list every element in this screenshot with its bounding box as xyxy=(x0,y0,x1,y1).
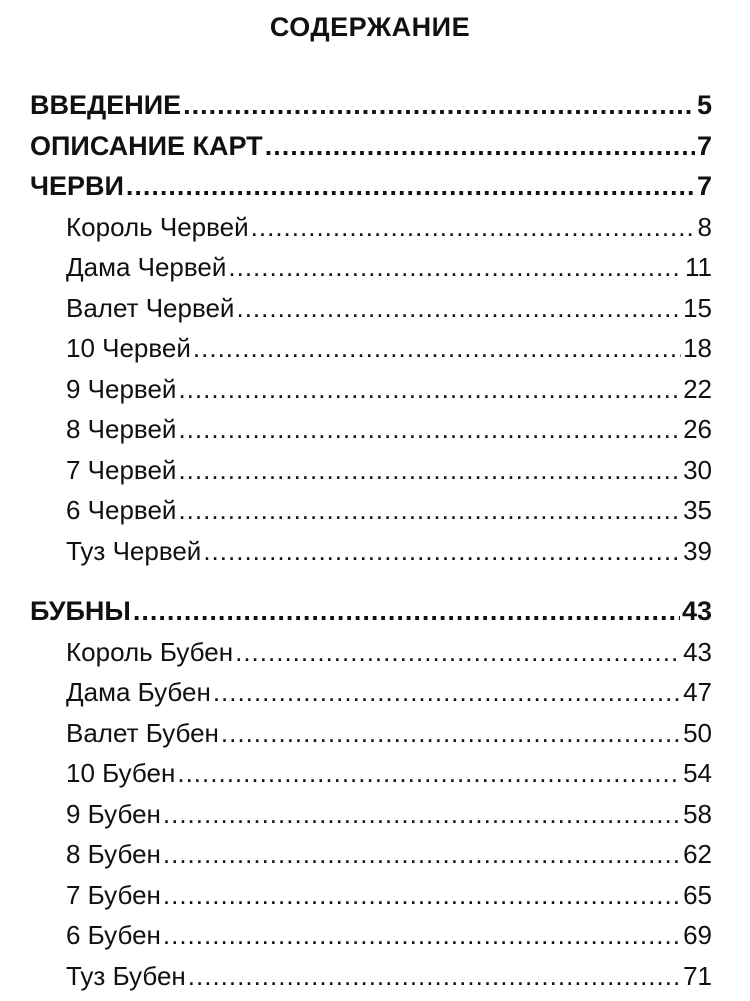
dot-leader xyxy=(203,536,681,567)
toc-subsection-entry[interactable] xyxy=(0,637,750,678)
entry-page-number: 8 xyxy=(698,212,712,243)
toc-subsection-entry[interactable] xyxy=(0,880,750,921)
toc-subsection-entry[interactable] xyxy=(0,212,750,253)
toc-section-entry[interactable] xyxy=(0,90,750,131)
entry-label: 8 Червей xyxy=(66,414,176,445)
entry-label: Король Бубен xyxy=(66,637,233,668)
entry-label: Король Червей xyxy=(66,212,249,243)
toc-subsection-entry[interactable] xyxy=(0,718,750,759)
toc-section-entry[interactable] xyxy=(0,596,750,637)
dot-leader xyxy=(178,495,681,526)
entry-page-number: 26 xyxy=(683,414,712,445)
toc-subsection-entry[interactable] xyxy=(0,799,750,840)
toc-subsection-entry[interactable] xyxy=(0,414,750,455)
entry-page-number: 50 xyxy=(683,718,712,749)
toc-subsection-entry[interactable] xyxy=(0,758,750,799)
entry-label: 7 Бубен xyxy=(66,880,161,911)
toc-subsection-entry[interactable] xyxy=(0,495,750,536)
toc-subsection-entry[interactable] xyxy=(0,536,750,577)
entry-label: Дама Бубен xyxy=(66,677,211,708)
dot-leader xyxy=(133,596,680,627)
dot-leader xyxy=(163,839,681,870)
dot-leader xyxy=(178,374,681,405)
entry-label: 9 Червей xyxy=(66,374,176,405)
toc-subsection-entry[interactable] xyxy=(0,839,750,880)
dot-leader xyxy=(178,455,681,486)
entry-page-number: 39 xyxy=(683,536,712,567)
toc-section-entry[interactable] xyxy=(0,131,750,172)
entry-page-number: 62 xyxy=(683,839,712,870)
entry-page-number: 30 xyxy=(683,455,712,486)
dot-leader xyxy=(265,131,695,162)
entry-label: 10 Бубен xyxy=(66,758,175,789)
dot-leader xyxy=(163,880,681,911)
dot-leader xyxy=(251,212,696,243)
dot-leader xyxy=(236,293,681,324)
toc-subsection-entry[interactable] xyxy=(0,252,750,293)
entry-page-number: 65 xyxy=(683,880,712,911)
entry-label: Дама Червей xyxy=(66,252,226,283)
entry-page-number: 43 xyxy=(682,596,712,627)
entry-page-number: 5 xyxy=(697,90,712,121)
dot-leader xyxy=(235,637,681,668)
entry-page-number: 47 xyxy=(683,677,712,708)
entry-label: 6 Бубен xyxy=(66,920,161,951)
entry-label: ЧЕРВИ xyxy=(30,171,124,202)
toc-subsection-entry[interactable] xyxy=(0,455,750,496)
entry-page-number: 15 xyxy=(683,293,712,324)
toc-subsection-entry[interactable] xyxy=(0,677,750,718)
entry-page-number: 7 xyxy=(697,131,712,162)
dot-leader xyxy=(183,90,695,121)
toc-list xyxy=(0,90,750,1001)
toc-subsection-entry[interactable] xyxy=(0,293,750,334)
entry-page-number: 11 xyxy=(685,252,712,283)
dot-leader xyxy=(213,677,681,708)
entry-label: 6 Червей xyxy=(66,495,176,526)
dot-leader xyxy=(178,414,681,445)
dot-leader xyxy=(221,718,681,749)
dot-leader xyxy=(193,333,681,364)
toc-subsection-entry[interactable] xyxy=(0,374,750,415)
dot-leader xyxy=(228,252,683,283)
entry-label: 7 Червей xyxy=(66,455,176,486)
entry-label: Валет Червей xyxy=(66,293,234,324)
entry-label: 8 Бубен xyxy=(66,839,161,870)
dot-leader xyxy=(188,961,681,992)
entry-page-number: 22 xyxy=(683,374,712,405)
toc-subsection-entry[interactable] xyxy=(0,333,750,374)
dot-leader xyxy=(126,171,695,202)
entry-page-number: 43 xyxy=(683,637,712,668)
entry-label: Туз Бубен xyxy=(66,961,186,992)
entry-page-number: 7 xyxy=(697,171,712,202)
toc-subsection-entry[interactable] xyxy=(0,961,750,1001)
entry-label: Туз Червей xyxy=(66,536,201,567)
entry-label: 10 Червей xyxy=(66,333,191,364)
entry-page-number: 18 xyxy=(683,333,712,364)
toc-subsection-entry[interactable] xyxy=(0,920,750,961)
toc-title: СОДЕРЖАНИЕ xyxy=(0,12,740,43)
entry-page-number: 71 xyxy=(683,961,712,992)
entry-page-number: 69 xyxy=(683,920,712,951)
entry-label: ОПИСАНИЕ КАРТ xyxy=(30,131,263,162)
entry-label: БУБНЫ xyxy=(30,596,131,627)
dot-leader xyxy=(163,799,681,830)
entry-page-number: 54 xyxy=(683,758,712,789)
entry-label: ВВЕДЕНИЕ xyxy=(30,90,181,121)
entry-label: 9 Бубен xyxy=(66,799,161,830)
dot-leader xyxy=(177,758,681,789)
entry-label: Валет Бубен xyxy=(66,718,219,749)
toc-section-entry[interactable] xyxy=(0,171,750,212)
entry-page-number: 58 xyxy=(683,799,712,830)
dot-leader xyxy=(163,920,681,951)
entry-page-number: 35 xyxy=(683,495,712,526)
